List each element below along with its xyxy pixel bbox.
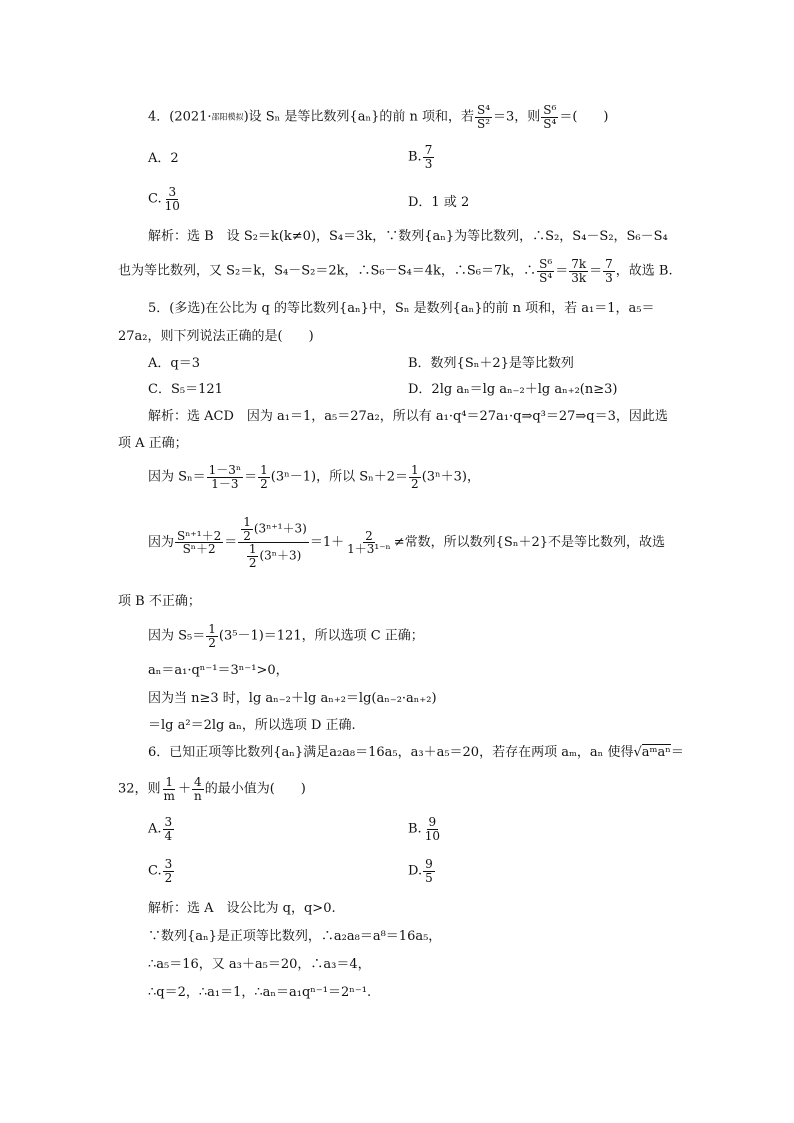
q6-stem-line1: 6．已知正项等比数列{aₙ}满足a₂a₈＝16a₅，a₃＋a₅＝20，若存在两项 aₘ，aₙ 使得√aᵐaⁿ＝ — [148, 745, 684, 760]
q5-solution-line3: 因为 Sₙ＝ $\frac{\text{1－3ⁿ}}{1-3}$ ＝ $\frac{1}{2}$ (3ⁿ－1)，所以 Sₙ＋2＝ $\frac{1}{2}$ (3ⁿ＋3)， — [148, 463, 480, 491]
q5-option-b: B．数列{Sₙ＋2}是等比数列 — [408, 356, 574, 371]
q6-option-c: C. $\frac{3}{2}$ — [148, 857, 173, 885]
q5-stem-line1: 5．(多选)在公比为 q 的等比数列{aₙ}中，Sₙ 是数列{aₙ}的前 n 项和，若 a₁＝1，a₅＝ — [148, 301, 655, 316]
q5-stem-line2: 27a₂，则下列说法正确的是( ) — [118, 329, 314, 344]
q5-solution-line4: 因为 $\frac{\text{Sⁿ⁺¹＋2}}{\text{Sⁿ＋2}}$ ＝ $\frac{1}{2}$ (3ⁿ⁺¹＋3) $\frac{1}{2}$ (3ⁿ＋3) ＝1＋ $\frac{2}{\text{1＋3¹⁻ⁿ}}$ ≠常数，所以数列{Sₙ＋2}不是等比数列，故选 — [148, 515, 665, 570]
q4-solution-line1: 解析：选 B 设 S₂＝k(k≠0)，S₄＝3k，∵数列{aₙ}为等比数列，∴S₂，S₄－S₂，S₆－S₄ — [148, 229, 668, 244]
q6-solution-line2: ∵数列{aₙ}是正项等比数列，∴a₂a₈＝a⁸＝16a₅， — [148, 929, 442, 944]
sqrt-icon: √ — [633, 745, 642, 760]
q5-solution-line6: 因为 S₅＝ $\frac{1}{2}$ (3⁵－1)＝121，所以选项 C 正确； — [148, 622, 424, 650]
q4-option-d: D．1 或 2 — [408, 195, 470, 210]
q5-option-c: C．S₅＝121 — [148, 382, 223, 397]
q4-ask-fraction: $\frac{\text{S⁶}}{\text{S⁴}}$ — [543, 103, 557, 131]
q6-stem-line2: 32，则 $\frac{1}{m}$ ＋ $\frac{4}{n}$ 的最小值为( ) — [118, 775, 306, 803]
q5-compound-fraction: $\frac{1}{2}$ (3ⁿ⁺¹＋3) $\frac{1}{2}$ (3ⁿ＋3) — [238, 516, 309, 569]
q5-option-a: A．q＝3 — [148, 356, 200, 371]
q6-solution-line3: ∴a₅＝16，又 a₃＋a₅＝20，∴a₃＝4， — [148, 957, 371, 972]
q5-solution-line5: 项 B 不正确； — [118, 594, 201, 609]
q5-solution-line7: aₙ＝a₁·qⁿ⁻¹＝3ⁿ⁻¹>0， — [148, 663, 289, 678]
q5-solution-line9: ＝lg a²＝2lg aₙ，所以选项 D 正确. — [148, 718, 356, 733]
q4-cond-fraction: $\frac{\text{S⁴}}{\text{S²}}$ — [476, 103, 491, 131]
q4-source: 邵阳模拟 — [211, 112, 244, 122]
q5-solution-line8: 因为当 n≥3 时，lg aₙ₋₂＋lg aₙ₊₂＝lg(aₙ₋₂·aₙ₊₂) — [148, 691, 437, 706]
q5-option-d: D．2lg aₙ＝lg aₙ₋₂＋lg aₙ₊₂(n≥3) — [408, 382, 618, 397]
q4-option-c: C. $\frac{3}{10}$ — [148, 185, 180, 213]
q6-option-a: A. $\frac{3}{4}$ — [148, 815, 173, 843]
q6-option-b: B. $\frac{9}{10}$ — [408, 815, 440, 843]
q6-option-d: D. $\frac{9}{5}$ — [408, 857, 433, 885]
q4-solution-line2: 也为等比数列，又 S₂＝k，S₄－S₂＝2k，∴S₆－S₄＝4k，∴S₆＝7k，∴ $\frac{\text{S⁶}}{\text{S⁴}}$ ＝ $\frac{7k}{3k}$ ＝ $\frac{7}{3}$ ，故选 B. — [118, 257, 673, 285]
q6-solution-line4: ∴q＝2，∴a₁＝1，∴aₙ＝a₁qⁿ⁻¹＝2ⁿ⁻¹. — [148, 985, 372, 1000]
q4-option-b: B. $\frac{7}{3}$ — [408, 143, 433, 171]
q4-stem-b: )设 Sₙ 是等比数列{aₙ}的前 n 项和，若 — [243, 109, 474, 125]
q5-solution-line2: 项 A 正确； — [118, 436, 188, 451]
q6-solution-line1: 解析：选 A 设公比为 q，q>0. — [148, 901, 336, 916]
q4-option-a: A．2 — [148, 151, 179, 166]
q5-solution-line1: 解析：选 ACD 因为 a₁＝1，a₅＝27a₂，所以有 a₁·q⁴＝27a₁·q⇒q³＝27⇒q＝3，因此选 — [148, 409, 668, 424]
q4-stem-a: 4．(2021· — [148, 109, 212, 125]
q4-stem: 4．(2021·邵阳模拟)设 Sₙ 是等比数列{aₙ}的前 n 项和，若 $\frac{\text{S⁴}}{\text{S²}}$ ＝3，则 $\frac{\text{S⁶}}{\text{S⁴}}$ ＝( ) — [148, 103, 609, 131]
